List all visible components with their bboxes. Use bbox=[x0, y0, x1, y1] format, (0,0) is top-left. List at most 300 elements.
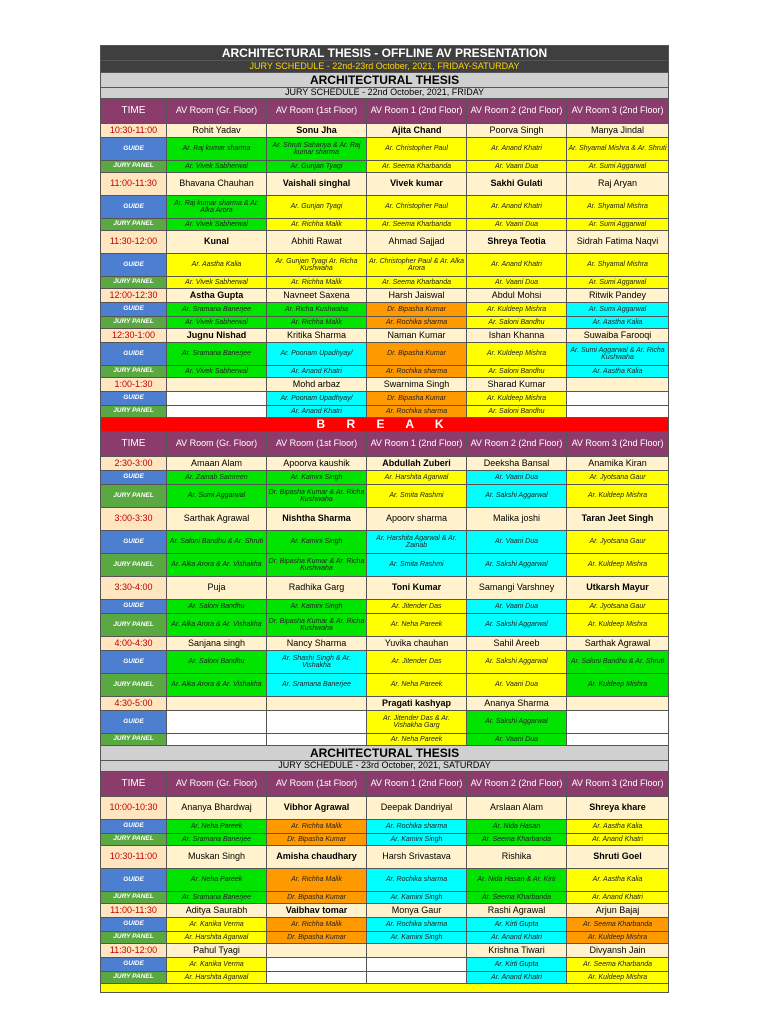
room-column-header: AV Room 3 (2nd Floor) bbox=[567, 432, 669, 457]
guide-cell: Ar. Christopher Paul bbox=[367, 138, 467, 161]
guide-label: GUIDE bbox=[101, 711, 167, 734]
jury-panel-cell: Ar. Kuldeep Mishra bbox=[567, 554, 669, 577]
slot-row bbox=[101, 231, 669, 254]
footer-band bbox=[101, 984, 669, 993]
guide-row bbox=[101, 531, 669, 554]
time-slot: 12:00-12:30 bbox=[101, 289, 167, 303]
student-name: Rashi Agrawal bbox=[467, 904, 567, 918]
guide-cell: Ar. Kamini Singh bbox=[267, 600, 367, 614]
student-name: Muskan Singh bbox=[167, 846, 267, 869]
student-name bbox=[167, 697, 267, 711]
student-name: Yuvika chauhan bbox=[367, 637, 467, 651]
jury-panel-cell: Ar. Seema Kharbanda bbox=[467, 892, 567, 904]
jury-panel-cell: Ar. Vaani Dua bbox=[467, 674, 567, 697]
student-name: Arjun Bajaj bbox=[567, 904, 669, 918]
student-name: Sharad Kumar bbox=[467, 378, 567, 392]
student-name: Ahmad Sajjad bbox=[367, 231, 467, 254]
guide-cell: Dr. Bipasha Kumar bbox=[367, 343, 467, 366]
time-slot: 4:00-4:30 bbox=[101, 637, 167, 651]
jury-panel-label: JURY PANEL bbox=[101, 932, 167, 944]
jury-panel-cell: Ar. Neha Pareek bbox=[367, 614, 467, 637]
guide-label: GUIDE bbox=[101, 820, 167, 834]
section-subtitle: JURY SCHEDULE - 22nd October, 2021, FRIDAY bbox=[101, 88, 669, 99]
student-name: Nancy Sharma bbox=[267, 637, 367, 651]
guide-cell: Ar. Kirti Gupta bbox=[467, 958, 567, 972]
guide-label: GUIDE bbox=[101, 138, 167, 161]
guide-cell: Ar. Christopher Paul bbox=[367, 196, 467, 219]
guide-cell: Ar. Shyamal Mishra & Ar. Shruti bbox=[567, 138, 669, 161]
student-name: Krishna Tiwari bbox=[467, 944, 567, 958]
student-name: Kritika Sharma bbox=[267, 329, 367, 343]
student-name: Poorva Singh bbox=[467, 124, 567, 138]
time-slot: 11:30-12:00 bbox=[101, 944, 167, 958]
guide-row bbox=[101, 303, 669, 317]
room-column-header: AV Room 3 (2nd Floor) bbox=[567, 772, 669, 797]
student-name: Sahil Areeb bbox=[467, 637, 567, 651]
student-name: Sonu Jha bbox=[267, 124, 367, 138]
guide-cell: Ar. Jyotsana Gaur bbox=[567, 531, 669, 554]
jury-row bbox=[101, 277, 669, 289]
guide-label: GUIDE bbox=[101, 196, 167, 219]
time-slot: 1:00-1:30 bbox=[101, 378, 167, 392]
student-name: Apoorva kaushik bbox=[267, 457, 367, 471]
jury-panel-cell: Ar. Vaani Dua bbox=[467, 277, 567, 289]
jury-panel-cell bbox=[567, 734, 669, 746]
student-name: Anamika Kiran bbox=[567, 457, 669, 471]
slot-row bbox=[101, 173, 669, 196]
slot-row bbox=[101, 904, 669, 918]
student-name: Amisha chaudhary bbox=[267, 846, 367, 869]
guide-cell: Ar. Sakshi Aggarwal bbox=[467, 711, 567, 734]
guide-cell: Ar. Seema Kharbanda bbox=[567, 958, 669, 972]
student-name: Ajita Chand bbox=[367, 124, 467, 138]
guide-cell: Ar. Sumi Aggarwal bbox=[567, 303, 669, 317]
guide-label: GUIDE bbox=[101, 600, 167, 614]
slot-row bbox=[101, 846, 669, 869]
guide-cell: Dr. Bipasha Kumar bbox=[367, 303, 467, 317]
jury-row bbox=[101, 892, 669, 904]
column-header-row bbox=[101, 772, 669, 797]
jury-panel-cell bbox=[267, 734, 367, 746]
room-column-header: AV Room (1st Floor) bbox=[267, 99, 367, 124]
time-slot: 3:30-4:00 bbox=[101, 577, 167, 600]
jury-panel-label: JURY PANEL bbox=[101, 674, 167, 697]
jury-panel-cell: Ar. Sakshi Aggarwal bbox=[467, 485, 567, 508]
jury-panel-cell: Ar. Sramana Banerjee bbox=[167, 834, 267, 846]
guide-cell bbox=[167, 392, 267, 406]
guide-cell: Ar. Nida Hasan & Ar. Kirti bbox=[467, 869, 567, 892]
guide-cell: Ar. Kamini Singh bbox=[267, 531, 367, 554]
guide-row bbox=[101, 196, 669, 219]
guide-label: GUIDE bbox=[101, 343, 167, 366]
jury-panel-cell: Ar. Smita Rashmi bbox=[367, 554, 467, 577]
guide-cell: Ar. Raj kumar sharma & Ar. Alka Arora bbox=[167, 196, 267, 219]
student-name: Sarthak Agrawal bbox=[567, 637, 669, 651]
guide-row bbox=[101, 711, 669, 734]
guide-label: GUIDE bbox=[101, 918, 167, 932]
jury-row bbox=[101, 317, 669, 329]
student-name: Pragati kashyap bbox=[367, 697, 467, 711]
time-slot: 11:00-11:30 bbox=[101, 173, 167, 196]
guide-cell: Ar. Rochika sharma bbox=[367, 820, 467, 834]
jury-panel-cell: Ar. Richha Malik bbox=[267, 317, 367, 329]
jury-panel-cell: Ar. Sramana Banerjee bbox=[167, 892, 267, 904]
guide-cell: Ar. Shyamal Mishra bbox=[567, 254, 669, 277]
jury-panel-cell: Ar. Kuldeep Mishra bbox=[567, 485, 669, 508]
guide-row bbox=[101, 869, 669, 892]
guide-cell: Ar. Christopher Paul & Ar. Alka Arora bbox=[367, 254, 467, 277]
guide-cell: Ar. Saloni Bandhu bbox=[167, 600, 267, 614]
jury-panel-cell: Ar. Richha Malik bbox=[267, 219, 367, 231]
guide-cell: Ar. Anand Khatri bbox=[467, 138, 567, 161]
guide-cell bbox=[267, 958, 367, 972]
student-name: Ananya Sharma bbox=[467, 697, 567, 711]
document-title: ARCHITECTURAL THESIS - OFFLINE AV PRESENTATION bbox=[101, 46, 669, 61]
jury-panel-cell: Ar. Anand Khatri bbox=[467, 932, 567, 944]
jury-panel-cell: Dr. Bipasha Kumar & Ar. Richa Kushwaha bbox=[267, 554, 367, 577]
jury-panel-cell: Ar. Rochika sharma bbox=[367, 317, 467, 329]
student-name: Radhika Garg bbox=[267, 577, 367, 600]
student-name: Nishtha Sharma bbox=[267, 508, 367, 531]
guide-label: GUIDE bbox=[101, 254, 167, 277]
jury-schedule-table bbox=[100, 45, 669, 993]
jury-panel-cell: Ar. Alka Arora & Ar. Vishakha bbox=[167, 674, 267, 697]
time-slot: 11:00-11:30 bbox=[101, 904, 167, 918]
guide-cell bbox=[367, 958, 467, 972]
document-subtitle: JURY SCHEDULE - 22nd-23rd October, 2021, FRIDAY-SATURDAY bbox=[101, 61, 669, 73]
guide-cell: Ar. Jyotsana Gaur bbox=[567, 600, 669, 614]
slot-row bbox=[101, 378, 669, 392]
guide-cell: Ar. Vaani Dua bbox=[467, 471, 567, 485]
time-column-header: TIME bbox=[101, 99, 167, 124]
student-name: Suwaiba Farooqi bbox=[567, 329, 669, 343]
guide-label: GUIDE bbox=[101, 303, 167, 317]
jury-panel-cell: Ar. Seema Kharbanda bbox=[367, 161, 467, 173]
guide-cell: Ar. Gunjan Tyagi bbox=[267, 196, 367, 219]
jury-panel-cell: Dr. Bipasha Kumar bbox=[267, 892, 367, 904]
jury-panel-cell: Ar. Sumi Aggarwal bbox=[567, 161, 669, 173]
guide-cell: Ar. Shyamal Mishra bbox=[567, 196, 669, 219]
student-name: Raj Aryan bbox=[567, 173, 669, 196]
student-name: Naman Kumar bbox=[367, 329, 467, 343]
jury-panel-label: JURY PANEL bbox=[101, 485, 167, 508]
jury-panel-cell: Ar. Kuldeep Mishra bbox=[567, 674, 669, 697]
jury-panel-cell: Ar. Seema Kharbanda bbox=[367, 219, 467, 231]
guide-row bbox=[101, 343, 669, 366]
jury-panel-cell bbox=[167, 406, 267, 418]
jury-row bbox=[101, 932, 669, 944]
time-column-header: TIME bbox=[101, 772, 167, 797]
room-column-header: AV Room 2 (2nd Floor) bbox=[467, 99, 567, 124]
jury-panel-cell: Dr. Bipasha Kumar & Ar. Richa Kushwaha bbox=[267, 485, 367, 508]
guide-cell: Ar. Anand Khatri bbox=[467, 196, 567, 219]
jury-panel-cell: Ar. Sumi Aggarwal bbox=[167, 485, 267, 508]
jury-panel-label: JURY PANEL bbox=[101, 892, 167, 904]
guide-cell: Ar. Aastha Kalia bbox=[567, 869, 669, 892]
jury-panel-label: JURY PANEL bbox=[101, 161, 167, 173]
guide-cell: Ar. Kamini Singh bbox=[267, 471, 367, 485]
jury-panel-cell: Ar. Gunjan Tyagi bbox=[267, 161, 367, 173]
student-name bbox=[367, 944, 467, 958]
student-name: Vibhor Agrawal bbox=[267, 797, 367, 820]
student-name: Rishika bbox=[467, 846, 567, 869]
guide-row bbox=[101, 958, 669, 972]
slot-row bbox=[101, 457, 669, 471]
jury-panel-label: JURY PANEL bbox=[101, 554, 167, 577]
student-name: Abhiti Rawat bbox=[267, 231, 367, 254]
student-name bbox=[267, 697, 367, 711]
section-title: ARCHITECTURAL THESIS bbox=[101, 73, 669, 88]
jury-row bbox=[101, 406, 669, 418]
jury-panel-cell bbox=[567, 406, 669, 418]
guide-cell: Ar. Jitender Das & Ar. Vishakha Garg bbox=[367, 711, 467, 734]
student-name: Abdul Mohsi bbox=[467, 289, 567, 303]
student-name: Deepak Dandriyal bbox=[367, 797, 467, 820]
jury-panel-cell: Ar. Kuldeep Mishra bbox=[567, 972, 669, 984]
jury-panel-cell: Ar. Anand Khatri bbox=[267, 406, 367, 418]
student-name: Ishan Khanna bbox=[467, 329, 567, 343]
slot-row bbox=[101, 697, 669, 711]
time-slot: 10:30-11:00 bbox=[101, 124, 167, 138]
guide-row bbox=[101, 600, 669, 614]
guide-cell: Ar. Kuldeep Mishra bbox=[467, 343, 567, 366]
guide-cell: Ar. Poonam Upadhyay/ bbox=[267, 343, 367, 366]
column-header-row bbox=[101, 99, 669, 124]
guide-cell: Ar. Kanika Verma bbox=[167, 918, 267, 932]
guide-cell: Ar. Sramana Banerjee bbox=[167, 303, 267, 317]
jury-panel-cell: Ar. Anand Khatri bbox=[567, 834, 669, 846]
guide-cell bbox=[167, 711, 267, 734]
guide-cell: Ar. Neha Pareek bbox=[167, 869, 267, 892]
room-column-header: AV Room (Gr. Floor) bbox=[167, 99, 267, 124]
jury-panel-cell: Ar. Kamini Singh bbox=[367, 892, 467, 904]
jury-panel-cell: Ar. Alka Arora & Ar. Vishakha bbox=[167, 614, 267, 637]
slot-row bbox=[101, 944, 669, 958]
jury-panel-label: JURY PANEL bbox=[101, 734, 167, 746]
guide-cell: Ar. Shashi Singh & Ar. Vishakha bbox=[267, 651, 367, 674]
jury-panel-cell: Ar. Vivek Sabherwal bbox=[167, 277, 267, 289]
break-banner: B R E A K bbox=[101, 418, 669, 432]
guide-cell: Ar. Jyotsana Gaur bbox=[567, 471, 669, 485]
jury-panel-cell: Ar. Sramana Banerjee bbox=[267, 674, 367, 697]
jury-panel-cell: Ar. Vivek Sabherwal bbox=[167, 161, 267, 173]
room-column-header: AV Room 1 (2nd Floor) bbox=[367, 99, 467, 124]
guide-label: GUIDE bbox=[101, 869, 167, 892]
jury-panel-cell: Ar. Vivek Sabherwal bbox=[167, 317, 267, 329]
jury-panel-label: JURY PANEL bbox=[101, 406, 167, 418]
jury-panel-cell: Ar. Sumi Aggarwal bbox=[567, 277, 669, 289]
jury-panel-cell: Ar. Anand Khatri bbox=[467, 972, 567, 984]
jury-panel-cell: Ar. Kamini Singh bbox=[367, 932, 467, 944]
guide-cell: Ar. Harshita Agarwal & Ar. Zainab bbox=[367, 531, 467, 554]
student-name: Sidrah Fatima Naqvi bbox=[567, 231, 669, 254]
student-name: Toni Kumar bbox=[367, 577, 467, 600]
guide-row bbox=[101, 392, 669, 406]
student-name: Abdullah Zuberi bbox=[367, 457, 467, 471]
jury-panel-cell: Ar. Saloni Bandhu bbox=[467, 317, 567, 329]
jury-panel-cell: Ar. Kuldeep Mishra bbox=[567, 614, 669, 637]
student-name: Mohd arbaz bbox=[267, 378, 367, 392]
guide-row bbox=[101, 138, 669, 161]
student-name: Jugnu Nishad bbox=[167, 329, 267, 343]
guide-cell: Ar. Aastha Kalia bbox=[167, 254, 267, 277]
student-name: Sarthak Agrawal bbox=[167, 508, 267, 531]
student-name: Pahul Tyagi bbox=[167, 944, 267, 958]
guide-cell: Ar. Sumi Aggarwal & Ar. Richa Kushwaha bbox=[567, 343, 669, 366]
guide-cell: Ar. Zainab Samreen bbox=[167, 471, 267, 485]
time-slot: 12:30-1:00 bbox=[101, 329, 167, 343]
jury-panel-cell: Ar. Seema Kharbanda bbox=[367, 277, 467, 289]
student-name: Taran Jeet Singh bbox=[567, 508, 669, 531]
slot-row bbox=[101, 637, 669, 651]
jury-panel-cell bbox=[367, 972, 467, 984]
guide-cell: Ar. Richha Malik bbox=[267, 869, 367, 892]
guide-cell: Ar. Saloni Bandhu & Ar. Shruti bbox=[567, 651, 669, 674]
jury-panel-cell: Dr. Bipasha Kumar bbox=[267, 834, 367, 846]
time-slot: 10:00-10:30 bbox=[101, 797, 167, 820]
guide-cell: Ar. Gunjan Tyagi Ar. Richa Kushwaha bbox=[267, 254, 367, 277]
student-name: Shreya khare bbox=[567, 797, 669, 820]
jury-panel-cell: Ar. Neha Pareek bbox=[367, 734, 467, 746]
schedule-sheet bbox=[100, 45, 668, 993]
jury-panel-cell: Ar. Vaani Dua bbox=[467, 734, 567, 746]
jury-panel-cell: Ar. Vaani Dua bbox=[467, 161, 567, 173]
student-name: Shreya Teotia bbox=[467, 231, 567, 254]
jury-panel-cell: Ar. Harshita Agarwal bbox=[167, 932, 267, 944]
guide-cell: Ar. Vaani Dua bbox=[467, 531, 567, 554]
student-name: Sakhi Gulati bbox=[467, 173, 567, 196]
guide-label: GUIDE bbox=[101, 471, 167, 485]
jury-panel-label: JURY PANEL bbox=[101, 834, 167, 846]
student-name: Kunal bbox=[167, 231, 267, 254]
jury-panel-cell: Ar. Alka Arora & Ar. Vishakha bbox=[167, 554, 267, 577]
student-name bbox=[567, 378, 669, 392]
guide-cell: Ar. Rochika sharma bbox=[367, 869, 467, 892]
room-column-header: AV Room (Gr. Floor) bbox=[167, 432, 267, 457]
student-name: Harsh Srivastava bbox=[367, 846, 467, 869]
jury-panel-cell bbox=[267, 972, 367, 984]
student-name: Rohit Yadav bbox=[167, 124, 267, 138]
guide-cell bbox=[567, 711, 669, 734]
room-column-header: AV Room (Gr. Floor) bbox=[167, 772, 267, 797]
student-name: Apoorv sharma bbox=[367, 508, 467, 531]
jury-panel-cell: Ar. Kuldeep Mishra bbox=[567, 932, 669, 944]
jury-panel-cell: Dr. Bipasha Kumar & Ar. Richa Kushwaha bbox=[267, 614, 367, 637]
student-name: Ananya Bhardwaj bbox=[167, 797, 267, 820]
room-column-header: AV Room 1 (2nd Floor) bbox=[367, 432, 467, 457]
time-column-header: TIME bbox=[101, 432, 167, 457]
student-name: Bhavana Chauhan bbox=[167, 173, 267, 196]
guide-cell bbox=[267, 711, 367, 734]
student-name: Amaan Alam bbox=[167, 457, 267, 471]
student-name: Shruti Goel bbox=[567, 846, 669, 869]
student-name: Samangi Varshney bbox=[467, 577, 567, 600]
student-name: Ritwik Pandey bbox=[567, 289, 669, 303]
room-column-header: AV Room 1 (2nd Floor) bbox=[367, 772, 467, 797]
jury-panel-cell: Ar. Anand Khatri bbox=[567, 892, 669, 904]
jury-panel-cell: Ar. Neha Pareek bbox=[367, 674, 467, 697]
guide-row bbox=[101, 471, 669, 485]
student-name: Deeksha Bansal bbox=[467, 457, 567, 471]
slot-row bbox=[101, 797, 669, 820]
guide-cell: Ar. Richa Kushwaha bbox=[267, 303, 367, 317]
student-name: Aditya Saurabh bbox=[167, 904, 267, 918]
room-column-header: AV Room 2 (2nd Floor) bbox=[467, 432, 567, 457]
jury-panel-cell bbox=[167, 734, 267, 746]
student-name bbox=[167, 378, 267, 392]
jury-panel-cell: Ar. Smita Rashmi bbox=[367, 485, 467, 508]
guide-cell bbox=[567, 392, 669, 406]
guide-cell: Ar. Jitender Das bbox=[367, 651, 467, 674]
guide-cell: Ar. Kuldeep Mishra bbox=[467, 392, 567, 406]
guide-cell: Ar. Anand Khatri bbox=[467, 254, 567, 277]
jury-panel-cell: Ar. Rochika sharma bbox=[367, 406, 467, 418]
guide-label: GUIDE bbox=[101, 392, 167, 406]
guide-cell: Dr. Bipasha Kumar bbox=[367, 392, 467, 406]
jury-panel-cell: Ar. Vivek Sabherwal bbox=[167, 366, 267, 378]
jury-panel-cell: Ar. Aastha Kalia bbox=[567, 317, 669, 329]
time-slot: 11:30-12:00 bbox=[101, 231, 167, 254]
room-column-header: AV Room (1st Floor) bbox=[267, 772, 367, 797]
jury-panel-cell: Ar. Kamini Singh bbox=[367, 834, 467, 846]
guide-row bbox=[101, 651, 669, 674]
jury-panel-cell: Ar. Seema Kharbanda bbox=[467, 834, 567, 846]
jury-panel-cell: Ar. Aastha Kalia bbox=[567, 366, 669, 378]
jury-panel-label: JURY PANEL bbox=[101, 366, 167, 378]
jury-panel-cell: Ar. Richha Malik bbox=[267, 277, 367, 289]
guide-row bbox=[101, 254, 669, 277]
slot-row bbox=[101, 577, 669, 600]
room-column-header: AV Room 3 (2nd Floor) bbox=[567, 99, 669, 124]
student-name: Swarnima Singh bbox=[367, 378, 467, 392]
jury-panel-cell: Ar. Saloni Bandhu bbox=[467, 406, 567, 418]
student-name: Vivek kumar bbox=[367, 173, 467, 196]
student-name: Vaibhav tomar bbox=[267, 904, 367, 918]
student-name: Navneet Saxena bbox=[267, 289, 367, 303]
jury-panel-label: JURY PANEL bbox=[101, 317, 167, 329]
jury-panel-cell: Ar. Vaani Dua bbox=[467, 219, 567, 231]
jury-panel-cell: Ar. Harshita Agarwal bbox=[167, 972, 267, 984]
guide-cell: Ar. Harshita Agarwal bbox=[367, 471, 467, 485]
student-name: Monya Gaur bbox=[367, 904, 467, 918]
jury-row bbox=[101, 614, 669, 637]
guide-cell: Ar. Rochika sharma bbox=[367, 918, 467, 932]
student-name: Utkarsh Mayur bbox=[567, 577, 669, 600]
guide-cell: Ar. Sramana Banerjee bbox=[167, 343, 267, 366]
section-title: ARCHITECTURAL THESIS bbox=[101, 746, 669, 761]
student-name: Divyansh Jain bbox=[567, 944, 669, 958]
guide-cell: Ar. Neha Pareek bbox=[167, 820, 267, 834]
guide-cell: Ar. Sakshi Aggarwal bbox=[467, 651, 567, 674]
section-subtitle: JURY SCHEDULE - 23rd October, 2021, SATURDAY bbox=[101, 761, 669, 772]
time-slot: 3:00-3:30 bbox=[101, 508, 167, 531]
guide-cell: Ar. Aastha Kalia bbox=[567, 820, 669, 834]
guide-cell: Ar. Raj kumar sharma bbox=[167, 138, 267, 161]
student-name bbox=[567, 697, 669, 711]
time-slot: 4:30-5:00 bbox=[101, 697, 167, 711]
guide-cell: Ar. Saloni Bandhu bbox=[167, 651, 267, 674]
jury-row bbox=[101, 554, 669, 577]
jury-row bbox=[101, 219, 669, 231]
jury-row bbox=[101, 972, 669, 984]
guide-cell: Ar. Kanika Verma bbox=[167, 958, 267, 972]
jury-panel-cell: Ar. Vivek Sabherwal bbox=[167, 219, 267, 231]
guide-cell: Ar. Saloni Bandhu & Ar. Shruti bbox=[167, 531, 267, 554]
jury-panel-cell: Ar. Rochika sharma bbox=[367, 366, 467, 378]
student-name: Astha Gupta bbox=[167, 289, 267, 303]
guide-label: GUIDE bbox=[101, 531, 167, 554]
student-name: Harsh Jaiswal bbox=[367, 289, 467, 303]
